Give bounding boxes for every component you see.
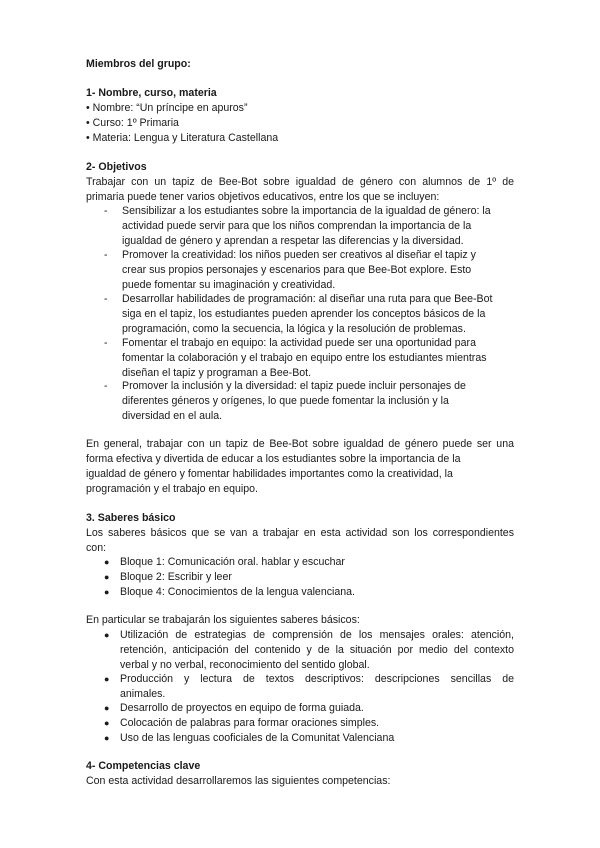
objective-line: Fomentar el trabajo en equipo: la actividad puede ser una oportunidad para: [122, 337, 476, 349]
bullet-marker: ●: [104, 733, 110, 743]
section1-item-name: • Nombre: “Un príncipe en apuros”: [86, 102, 248, 114]
knowledge-line: verbal y no verbal, reconocimiento del sentido global.: [120, 659, 370, 671]
objective-line: igualdad de género y aprendan a respetar las diferencias y la diversidad.: [122, 235, 464, 247]
block-label: Bloque 1: Comunicación oral. hablar y escuchar: [120, 556, 345, 568]
objective-line: fomentar la colaboración y el trabajo en equipo entre los estudiantes mientras: [122, 352, 487, 364]
section4-intro: Con esta actividad desarrollaremos las siguientes competencias:: [86, 775, 391, 787]
knowledge-line: retención, anticipación del contenido y de la situación por medio del contexto: [120, 644, 514, 656]
objective-line: siga en el tapiz, los estudiantes pueden aprender los conceptos básicos de la: [122, 308, 486, 320]
bullet-marker: ●: [104, 674, 110, 684]
knowledge-line: animales.: [120, 688, 166, 700]
section3-heading: 3. Saberes básico: [86, 512, 176, 524]
section3-intro-line: Los saberes básicos que se van a trabajar en esta actividad son los correspondientes: [86, 527, 514, 539]
objective-line: diseñan el tapiz y programan a Bee-Bot.: [122, 367, 312, 379]
objective-line: Promover la creatividad: los niños pueden ser creativos al diseñar el tapiz y: [122, 249, 476, 261]
objective-line: Sensibilizar a los estudiantes sobre la importancia de la igualdad de género: la: [122, 205, 491, 217]
knowledge-line: Desarrollo de proyectos en equipo de forma guiada.: [120, 702, 364, 714]
objective-line: crear sus propios personajes y escenarios para que Bee-Bot explore. Esto: [122, 264, 472, 276]
bullet-marker: ●: [104, 572, 110, 582]
knowledge-line: Uso de las lenguas cooficiales de la Comunitat Valenciana: [120, 732, 395, 744]
section2-intro-line: primaria puede tener varios objetivos educativos, entre los que se incluyen:: [86, 191, 440, 203]
bullet-marker: ●: [104, 557, 110, 567]
section3-intro-line: con:: [86, 542, 107, 554]
objective-line: diversidad en el aula.: [122, 410, 223, 422]
section2-conclusion-line: En general, trabajar con un tapiz de Bee-Bot sobre igualdad de género puede ser una: [86, 438, 514, 450]
section3-particular-intro: En particular se trabajarán los siguientes saberes básicos:: [86, 614, 360, 626]
knowledge-line: Colocación de palabras para formar oraciones simples.: [120, 717, 380, 729]
section2-heading: 2- Objetivos: [86, 161, 147, 173]
dash-marker: -: [104, 205, 108, 217]
section2-conclusion-line: igualdad de género y fomentar habilidades importantes como la creatividad, la: [86, 468, 453, 480]
bullet-marker: ●: [104, 587, 110, 597]
objective-line: programación, como la secuencia, la lógica y la resolución de problemas.: [122, 323, 466, 335]
objective-line: Desarrollar habilidades de programación: al diseñar una ruta para que Bee-Bot: [122, 293, 493, 305]
dash-marker: -: [104, 293, 108, 305]
section1-item-course: • Curso: 1º Primaria: [86, 117, 179, 129]
section2-conclusion-line: programación y el trabajo en equipo.: [86, 483, 258, 495]
section1-item-subject: • Materia: Lengua y Literatura Castellana: [86, 132, 279, 144]
objective-line: Promover la inclusión y la diversidad: el tapiz puede incluir personajes de: [122, 380, 466, 392]
objective-line: diferentes géneros y orígenes, lo que puede fomentar la inclusión y la: [122, 395, 449, 407]
knowledge-line: Utilización de estrategias de comprensión de los mensajes orales: atención,: [120, 629, 514, 641]
members-title: Miembros del grupo:: [86, 58, 191, 70]
dash-marker: -: [104, 337, 108, 349]
objective-line: puede fomentar su imaginación y creatividad.: [122, 279, 336, 291]
knowledge-line: Producción y lectura de textos descriptivos: descripciones sencillas de: [120, 673, 514, 685]
section2-conclusion-line: forma efectiva y divertida de educar a los estudiantes sobre la importancia de la: [86, 453, 461, 465]
block-label: Bloque 2: Escribir y leer: [120, 571, 232, 583]
bullet-marker: ●: [104, 703, 110, 713]
bullet-marker: ●: [104, 630, 110, 640]
section4-heading: 4- Competencias clave: [86, 760, 201, 772]
bullet-marker: ●: [104, 718, 110, 728]
dash-marker: -: [104, 380, 108, 392]
dash-marker: -: [104, 249, 108, 261]
block-label: Bloque 4: Conocimientos de la lengua valenciana.: [120, 586, 355, 598]
section2-intro-line: Trabajar con un tapiz de Bee-Bot sobre igualdad de género con alumnos de 1º de: [86, 176, 514, 188]
section1-heading: 1- Nombre, curso, materia: [86, 87, 217, 99]
objective-line: actividad puede servir para que los niños comprendan la importancia de la: [122, 220, 472, 232]
